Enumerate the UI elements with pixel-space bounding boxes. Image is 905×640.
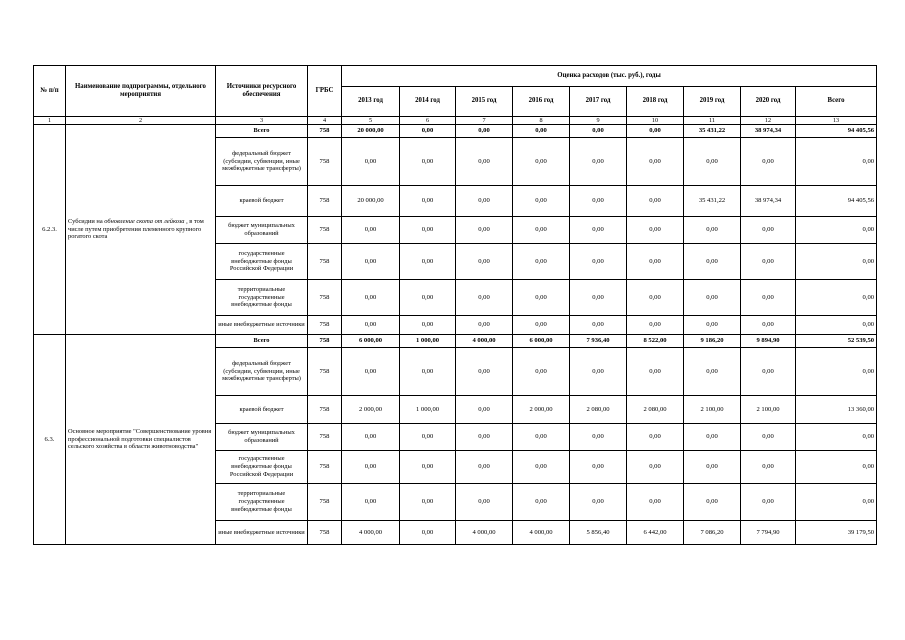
grbs-code: 758 [308, 217, 342, 244]
year-amount: 0,00 [570, 348, 627, 396]
year-amount: 0,00 [570, 186, 627, 217]
year-amount: 0,00 [741, 424, 796, 451]
year-amount: 0,00 [627, 316, 684, 335]
expenditure-table [33, 65, 877, 545]
header-grbs: ГРБС [308, 66, 342, 117]
year-amount: 0,00 [684, 244, 741, 280]
total-amount: 13 360,00 [796, 396, 877, 424]
year-amount: 0,00 [513, 280, 570, 316]
year-amount: 0,00 [456, 424, 513, 451]
year-amount: 0,00 [570, 125, 627, 138]
year-amount: 0,00 [627, 280, 684, 316]
year-amount: 38 974,34 [741, 186, 796, 217]
year-amount: 4 000,00 [456, 335, 513, 348]
header-year: 2019 год [684, 87, 741, 117]
year-amount: 0,00 [627, 484, 684, 521]
year-amount: 0,00 [400, 280, 456, 316]
header-year: 2018 год [627, 87, 684, 117]
item-name-text: Субсидии на [68, 217, 105, 225]
year-amount: 0,00 [456, 138, 513, 186]
funding-source: государственные внебюджетные фонды Российской Федерации [216, 451, 308, 484]
total-amount: 94 405,56 [796, 186, 877, 217]
year-amount: 4 000,00 [513, 521, 570, 545]
year-amount: 0,00 [741, 217, 796, 244]
funding-source: государственные внебюджетные фонды Российской Федерации [216, 244, 308, 280]
year-amount: 0,00 [627, 186, 684, 217]
year-amount: 0,00 [513, 138, 570, 186]
year-amount: 9 186,20 [684, 335, 741, 348]
year-amount: 0,00 [456, 244, 513, 280]
year-amount: 0,00 [741, 280, 796, 316]
year-amount: 1 000,00 [400, 335, 456, 348]
year-amount: 0,00 [741, 484, 796, 521]
year-amount: 0,00 [400, 348, 456, 396]
total-amount: 94 405,56 [796, 125, 877, 138]
year-amount: 0,00 [684, 451, 741, 484]
header-year: 2020 год [741, 87, 796, 117]
year-amount: 0,00 [400, 217, 456, 244]
year-amount: 4 000,00 [342, 521, 400, 545]
year-amount: 2 100,00 [741, 396, 796, 424]
year-amount: 0,00 [400, 186, 456, 217]
header-num: № п/п [34, 66, 66, 117]
year-amount: 0,00 [456, 316, 513, 335]
grbs-code: 758 [308, 280, 342, 316]
header-name: Наименование подпрограммы, отдельного мероприятия [66, 66, 216, 117]
year-amount: 0,00 [513, 424, 570, 451]
year-amount: 6 000,00 [513, 335, 570, 348]
year-amount: 0,00 [513, 484, 570, 521]
grbs-code: 758 [308, 316, 342, 335]
year-amount: 6 000,00 [342, 335, 400, 348]
total-amount: 0,00 [796, 484, 877, 521]
year-amount: 0,00 [342, 280, 400, 316]
item-name-suffix: , в том числе путем приобретения племенного крупного рогатого скота [68, 217, 204, 241]
year-amount: 0,00 [570, 424, 627, 451]
year-amount: 0,00 [456, 217, 513, 244]
year-amount: 0,00 [456, 348, 513, 396]
year-amount: 0,00 [684, 217, 741, 244]
table-body [34, 117, 877, 545]
year-amount: 0,00 [570, 484, 627, 521]
total-amount: 0,00 [796, 280, 877, 316]
year-amount: 0,00 [456, 125, 513, 138]
funding-source: федеральный бюджет (субсидии, субвенции, иные межбюджетные трансферты) [216, 348, 308, 396]
table-row [34, 125, 877, 138]
year-amount: 0,00 [342, 138, 400, 186]
year-amount: 0,00 [342, 316, 400, 335]
grbs-code: 758 [308, 521, 342, 545]
year-amount: 20 000,00 [342, 186, 400, 217]
year-amount: 0,00 [627, 424, 684, 451]
year-amount: 0,00 [342, 451, 400, 484]
year-amount: 0,00 [456, 396, 513, 424]
year-amount: 38 974,34 [741, 125, 796, 138]
year-amount: 35 431,22 [684, 186, 741, 217]
item-number: 6.2.3. [34, 125, 66, 335]
column-index-row [34, 117, 877, 125]
header-year: 2015 год [456, 87, 513, 117]
year-amount: 0,00 [400, 451, 456, 484]
year-amount: 0,00 [342, 348, 400, 396]
year-amount: 0,00 [627, 217, 684, 244]
year-amount: 9 894,90 [741, 335, 796, 348]
year-amount: 0,00 [570, 217, 627, 244]
year-amount: 0,00 [400, 244, 456, 280]
year-amount: 0,00 [627, 348, 684, 396]
total-amount: 0,00 [796, 244, 877, 280]
column-index: 8 [513, 117, 570, 125]
year-amount: 0,00 [570, 451, 627, 484]
year-amount: 5 856,40 [570, 521, 627, 545]
year-amount: 0,00 [741, 316, 796, 335]
year-amount: 0,00 [684, 138, 741, 186]
funding-source: Всего [216, 125, 308, 138]
item-name [66, 335, 216, 545]
column-index: 12 [741, 117, 796, 125]
year-amount: 0,00 [342, 484, 400, 521]
item-number: 6.3. [34, 335, 66, 545]
grbs-code: 758 [308, 335, 342, 348]
year-amount: 0,00 [400, 125, 456, 138]
grbs-code: 758 [308, 348, 342, 396]
total-amount: 0,00 [796, 424, 877, 451]
total-amount: 0,00 [796, 217, 877, 244]
grbs-code: 758 [308, 186, 342, 217]
year-amount: 2 000,00 [513, 396, 570, 424]
column-index: 9 [570, 117, 627, 125]
item-name-text: Основное мероприятие "Совершенствование уровня профессиональной подготовки специалистов сельского хозяйства в области животноводства" [68, 427, 212, 451]
year-amount: 2 080,00 [627, 396, 684, 424]
year-amount: 0,00 [456, 280, 513, 316]
funding-source: федеральный бюджет (субсидии, субвенции, иные межбюджетные трансферты) [216, 138, 308, 186]
column-index: 4 [308, 117, 342, 125]
grbs-code: 758 [308, 424, 342, 451]
header-year: 2017 год [570, 87, 627, 117]
year-amount: 0,00 [741, 244, 796, 280]
year-amount: 0,00 [684, 484, 741, 521]
funding-source: краевой бюджет [216, 186, 308, 217]
year-amount: 0,00 [513, 186, 570, 217]
year-amount: 0,00 [570, 138, 627, 186]
funding-source: бюджет муниципальных образований [216, 217, 308, 244]
header-estimate: Оценка расходов (тыс. руб.), годы [342, 66, 877, 87]
year-amount: 6 442,00 [627, 521, 684, 545]
year-amount: 0,00 [400, 521, 456, 545]
year-amount: 35 431,22 [684, 125, 741, 138]
funding-source: территориальные государственные внебюджетные фонды [216, 280, 308, 316]
total-amount: 0,00 [796, 348, 877, 396]
year-amount: 0,00 [400, 424, 456, 451]
year-amount: 0,00 [456, 186, 513, 217]
year-amount: 0,00 [684, 316, 741, 335]
year-amount: 0,00 [627, 138, 684, 186]
year-amount: 1 000,00 [400, 396, 456, 424]
grbs-code: 758 [308, 396, 342, 424]
year-amount: 0,00 [400, 138, 456, 186]
year-amount: 2 100,00 [684, 396, 741, 424]
header-year: Всего [796, 87, 877, 117]
total-amount: 39 179,50 [796, 521, 877, 545]
year-amount: 0,00 [456, 484, 513, 521]
year-amount: 0,00 [570, 244, 627, 280]
table-row [34, 335, 877, 348]
column-index: 10 [627, 117, 684, 125]
header-year: 2014 год [400, 87, 456, 117]
header-source: Источники ресурсного обеспечения [216, 66, 308, 117]
header-year: 2016 год [513, 87, 570, 117]
year-amount: 0,00 [342, 217, 400, 244]
year-amount: 0,00 [570, 316, 627, 335]
year-amount: 20 000,00 [342, 125, 400, 138]
year-amount: 0,00 [513, 125, 570, 138]
column-index: 5 [342, 117, 400, 125]
year-amount: 7 936,40 [570, 335, 627, 348]
funding-source: территориальные государственные внебюджетные фонды [216, 484, 308, 521]
year-amount: 0,00 [513, 348, 570, 396]
funding-source: бюджет муниципальных образований [216, 424, 308, 451]
year-amount: 2 080,00 [570, 396, 627, 424]
year-amount: 0,00 [400, 484, 456, 521]
header-year: 2013 год [342, 87, 400, 117]
year-amount: 0,00 [456, 451, 513, 484]
column-index: 13 [796, 117, 877, 125]
total-amount: 0,00 [796, 451, 877, 484]
item-name [66, 125, 216, 335]
year-amount: 4 000,00 [456, 521, 513, 545]
year-amount: 2 000,00 [342, 396, 400, 424]
year-amount: 0,00 [570, 280, 627, 316]
grbs-code: 758 [308, 138, 342, 186]
year-amount: 0,00 [513, 217, 570, 244]
grbs-code: 758 [308, 451, 342, 484]
funding-source: Всего [216, 335, 308, 348]
year-amount: 0,00 [627, 244, 684, 280]
column-index: 11 [684, 117, 741, 125]
year-amount: 0,00 [342, 424, 400, 451]
year-amount: 8 522,00 [627, 335, 684, 348]
year-amount: 7 086,20 [684, 521, 741, 545]
total-amount: 52 539,50 [796, 335, 877, 348]
year-amount: 0,00 [627, 451, 684, 484]
year-amount: 0,00 [684, 424, 741, 451]
grbs-code: 758 [308, 125, 342, 138]
year-amount: 0,00 [684, 280, 741, 316]
total-amount: 0,00 [796, 316, 877, 335]
grbs-code: 758 [308, 484, 342, 521]
year-amount: 0,00 [513, 316, 570, 335]
year-amount: 0,00 [741, 138, 796, 186]
funding-source: иные внебюджетные источники [216, 316, 308, 335]
year-amount: 0,00 [513, 244, 570, 280]
year-amount: 0,00 [741, 451, 796, 484]
funding-source: краевой бюджет [216, 396, 308, 424]
column-index: 2 [66, 117, 216, 125]
column-index: 1 [34, 117, 66, 125]
grbs-code: 758 [308, 244, 342, 280]
year-amount: 0,00 [342, 244, 400, 280]
year-amount: 0,00 [684, 348, 741, 396]
year-amount: 0,00 [400, 316, 456, 335]
year-amount: 0,00 [627, 125, 684, 138]
year-amount: 7 794,90 [741, 521, 796, 545]
year-amount: 0,00 [741, 348, 796, 396]
table-header [34, 66, 877, 117]
column-index: 6 [400, 117, 456, 125]
item-name-italic: обновление скота от лейкоза [104, 217, 185, 225]
column-index: 3 [216, 117, 308, 125]
year-amount: 0,00 [513, 451, 570, 484]
column-index: 7 [456, 117, 513, 125]
total-amount: 0,00 [796, 138, 877, 186]
funding-source: иные внебюджетные источники [216, 521, 308, 545]
